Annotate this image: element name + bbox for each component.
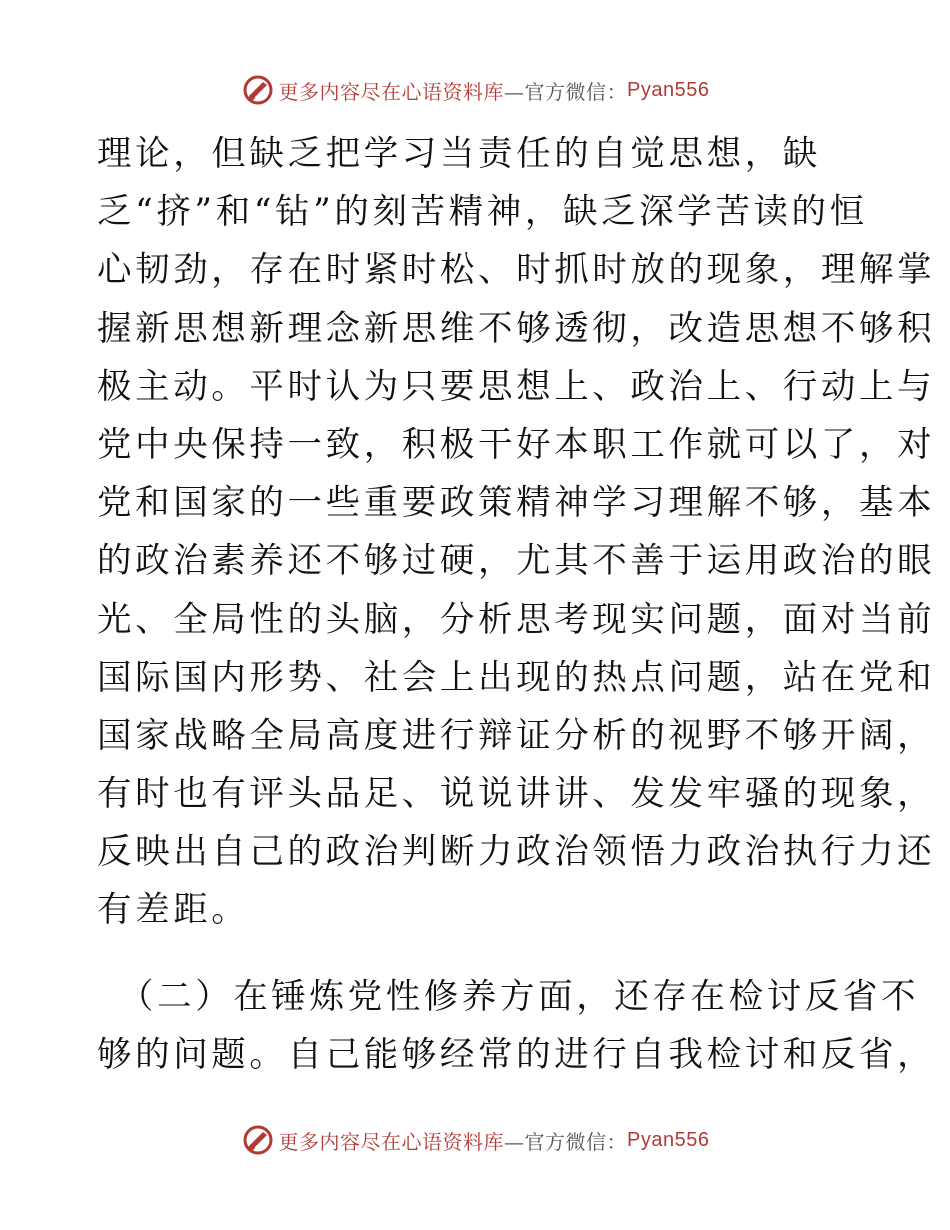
text-line: 党和国家的一些重要政策精神学习理解不够，基本 bbox=[97, 483, 936, 524]
watermark-separator: —官方微信： bbox=[504, 1129, 628, 1154]
paragraph-gap bbox=[97, 940, 857, 968]
text-line: 乏“挤”和“钻”的刻苦精神，缺乏深学苦读的恒 bbox=[97, 192, 868, 233]
header-watermark bbox=[0, 70, 950, 110]
watermark-brand: 更多内容尽在心语资料库 bbox=[278, 79, 505, 104]
paragraph-1 bbox=[97, 125, 936, 940]
document-body bbox=[97, 125, 936, 1084]
text-line: 有时也有评头品足、说说讲讲、发发牢骚的现象， bbox=[97, 774, 936, 815]
text-line: 光、全局性的头脑，分析思考现实问题，面对当前 bbox=[97, 599, 936, 640]
text-line: 国家战略全局高度进行辩证分析的视野不够开阔， bbox=[97, 715, 936, 756]
text-line: 够的问题。自己能够经常的进行自我检讨和反省， bbox=[97, 1034, 936, 1075]
footer-watermark bbox=[0, 1120, 950, 1160]
text-line: 国际国内形势、社会上出现的热点问题，站在党和 bbox=[97, 657, 936, 698]
brand-logo-icon bbox=[241, 73, 275, 107]
text-line: 反映出自己的政治判断力政治领悟力政治执行力还 bbox=[97, 832, 936, 873]
text-line: 有差距。 bbox=[97, 890, 250, 931]
text-line: 极主动。平时认为只要思想上、政治上、行动上与 bbox=[97, 366, 936, 407]
text-line: 的政治素养还不够过硬，尤其不善于运用政治的眼 bbox=[97, 541, 936, 582]
text-line: 理论，但缺乏把学习当责任的自觉思想，缺 bbox=[97, 134, 821, 174]
watermark-account: Pyan556 bbox=[627, 1128, 710, 1151]
watermark-brand: 更多内容尽在心语资料库 bbox=[278, 1129, 505, 1154]
watermark-separator: —官方微信： bbox=[504, 79, 628, 104]
text-line: 心韧劲，存在时紧时松、时抓时放的现象，理解掌 bbox=[97, 250, 936, 291]
text-line: （二）在锤炼党性修养方面，还存在检讨反省不 bbox=[119, 976, 920, 1017]
watermark-account: Pyan556 bbox=[627, 78, 710, 101]
brand-logo-icon bbox=[241, 1123, 275, 1157]
paragraph-2 bbox=[97, 968, 936, 1084]
text-line: 党中央保持一致，积极干好本职工作就可以了，对 bbox=[97, 424, 936, 465]
text-line: 握新思想新理念新思维不够透彻，改造思想不够积 bbox=[97, 308, 936, 349]
